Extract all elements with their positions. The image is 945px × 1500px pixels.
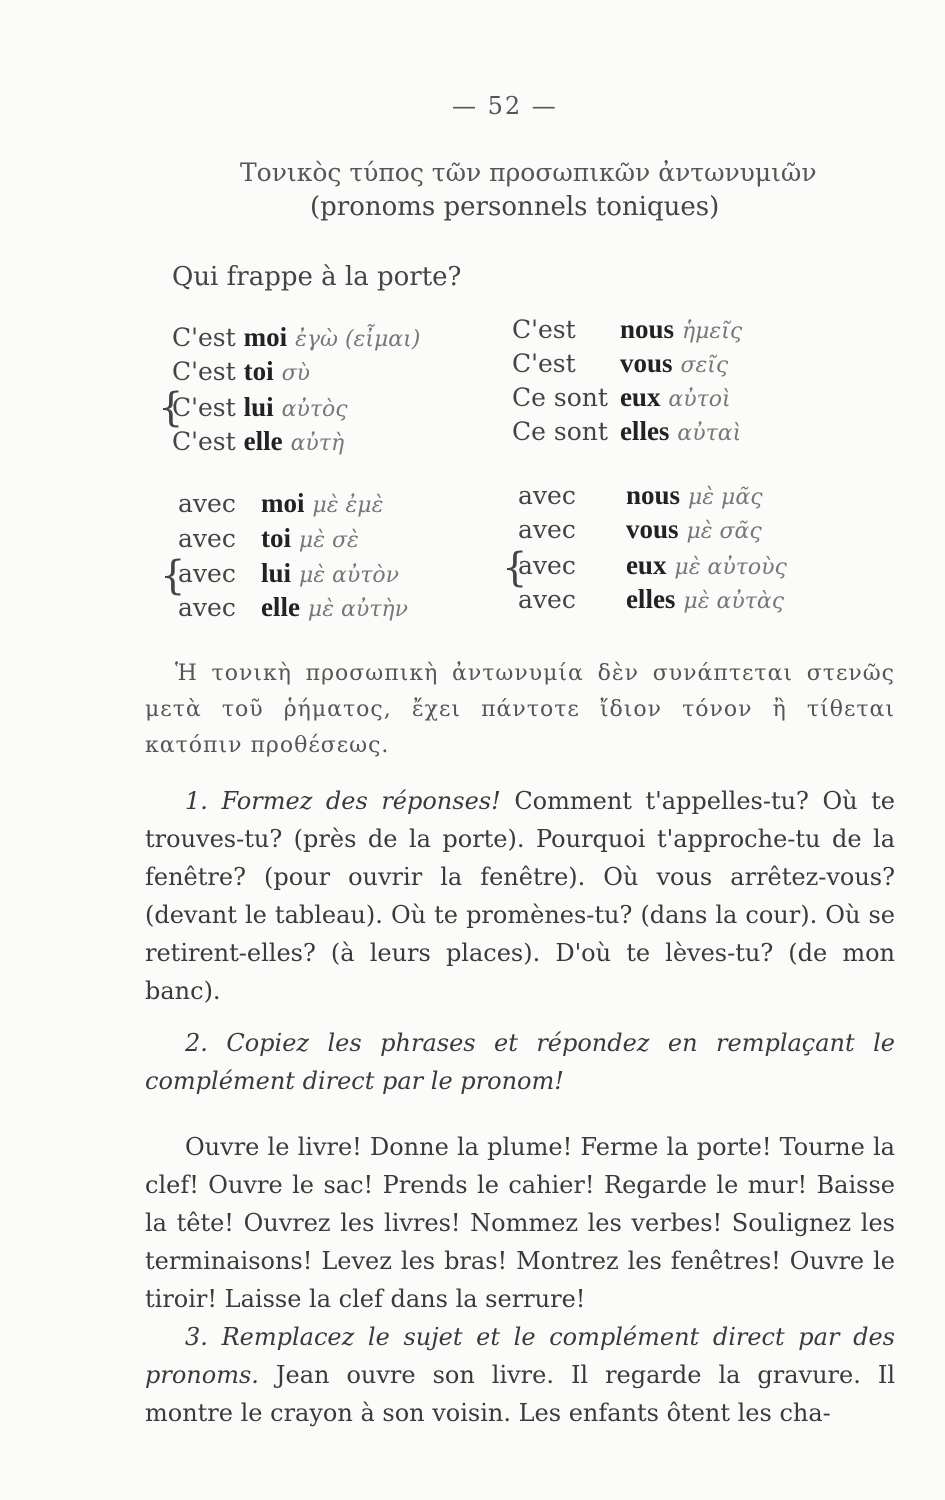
avec-row-vous: avec vous μὲ σᾶς [518,514,762,544]
greek-translation: αὐτὴ [290,431,345,456]
greek-translation: ἡμεῖς [681,319,743,344]
pronoun: moi [260,488,305,518]
pronoun: nous [619,314,674,344]
pronoun: elles [625,584,676,614]
cest-row-nous: C'est nous ἡμεῖς [512,314,743,344]
pronoun: toi [243,356,274,386]
greek-translation: μὲ αὐτοὺς [674,555,787,580]
cest-row-lui: C'est lui αὐτὸς [172,392,348,422]
section-subtitle: (pronoms personnels toniques) [310,192,720,222]
greek-translation: μὲ σᾶς [686,519,762,544]
exercise-instruction: Formez des réponses! [221,787,501,815]
cest-row-eux: Ce sont eux αὐτοὶ [512,382,731,412]
avec-row-elles: avec elles μὲ αὐτὰς [518,584,785,614]
greek-translation: σεῖς [680,353,729,378]
section-title-greek: Τονικὸς τύπος τῶν προσωπικῶν ἀντωνυμιῶν [240,158,817,187]
greek-translation: μὲ σὲ [298,528,359,553]
exercise-instruction: Copiez les phrases et répondez en remplaçant le complément direct par le pronom! [145,1029,895,1095]
avec-row-moi: avec moi μὲ ἐμὲ [178,488,384,518]
pronoun: lui [260,558,291,588]
pronoun: toi [260,523,291,553]
pronoun: vous [625,514,679,544]
pronoun: elle [243,426,283,456]
greek-translation: μὲ αὐτὸν [298,563,400,588]
avec-row-toi: avec toi μὲ σὲ [178,523,359,553]
pronoun: vous [619,348,673,378]
exercise-2 [145,1024,895,1318]
pronoun: nous [625,480,680,510]
example-question: Qui frappe à la porte? [172,262,462,292]
greek-translation: σὺ [281,361,310,386]
avec-row-nous: avec nous μὲ μᾶς [518,480,763,510]
cest-row-elles: Ce sont elles αὐταὶ [512,416,742,446]
greek-translation: ἐγὼ (εἶμαι) [295,327,421,352]
exercise-instruction: Remplacez le sujet et le complément direct par des pronoms. [145,1323,895,1389]
exercise-text: Ouvre le livre! Donne la plume! Ferme la porte! Tourne la clef! Ouvre le sac! Prends le cahier! Regarde le mur! Baisse la tête! Ouvrez les livres! Nommez les verbes! Soulignez les terminaisons! Levez les bras! Montrez les fenêtres! Ouvre le tiroir! Laisse la clef dans la serrure! [145,1133,895,1313]
cest-row-elle: C'est elle αὐτὴ [172,426,345,456]
greek-translation: αὐτοὶ [668,387,731,412]
bracket: { [158,385,184,431]
pronoun: eux [625,550,667,580]
exercise-number: 2. [185,1029,208,1057]
exercise-1 [145,782,895,1010]
bracket: { [160,553,186,599]
greek-translation: μὲ μᾶς [687,485,763,510]
pronoun: moi [243,322,288,352]
page-number: — 52 — [452,92,558,120]
exercise-text: Comment t'appelles-tu? Où te trouves-tu? (près de la porte). Pourquoi t'approche-tu de la fenêtre? (pour ouvrir la fenêtre). Où vous arrêtez-vous? (devant le tableau). Où te promènes-tu? (dans la cour). Où se retirent-elles? (à leurs places). D'où te lèves-tu? (de mon banc). [145,787,896,1005]
pronoun: elles [619,416,670,446]
exercise-3 [145,1318,895,1432]
avec-row-eux: avec eux μὲ αὐτοὺς [518,550,787,580]
bracket: { [502,545,528,591]
exercise-text: Jean ouvre son livre. Il regarde la gravure. Il montre le crayon à son voisin. Les enfants ôtent les cha- [145,1361,895,1427]
avec-row-elle: avec elle μὲ αὐτὴν [178,592,408,622]
greek-translation: μὲ ἐμὲ [312,493,384,518]
pronoun: lui [243,392,274,422]
greek-translation: αὐταὶ [677,421,742,446]
pronoun: elle [260,592,300,622]
avec-row-lui: avec lui μὲ αὐτὸν [178,558,400,588]
pronoun: eux [619,382,661,412]
cest-row-moi: C'est moi ἐγὼ (εἶμαι) [172,322,421,352]
greek-translation: αὐτὸς [281,397,348,422]
greek-translation: μὲ αὐτὴν [307,597,408,622]
exercise-number: 1. [185,787,208,815]
cest-row-vous: C'est vous σεῖς [512,348,729,378]
greek-translation: μὲ αὐτὰς [683,589,785,614]
exercise-number: 3. [185,1323,208,1351]
greek-grammar-note: Ἡ τονικὴ προσωπικὴ ἀντωνυμία δὲν συνάπτεται στενῶς μετὰ τοῦ ῥήματος, ἔχει πάντοτε ἴδιον τόνον ἢ τίθεται κατόπιν προθέσεως. [145,661,895,758]
cest-row-toi: C'est toi σὺ [172,356,310,386]
